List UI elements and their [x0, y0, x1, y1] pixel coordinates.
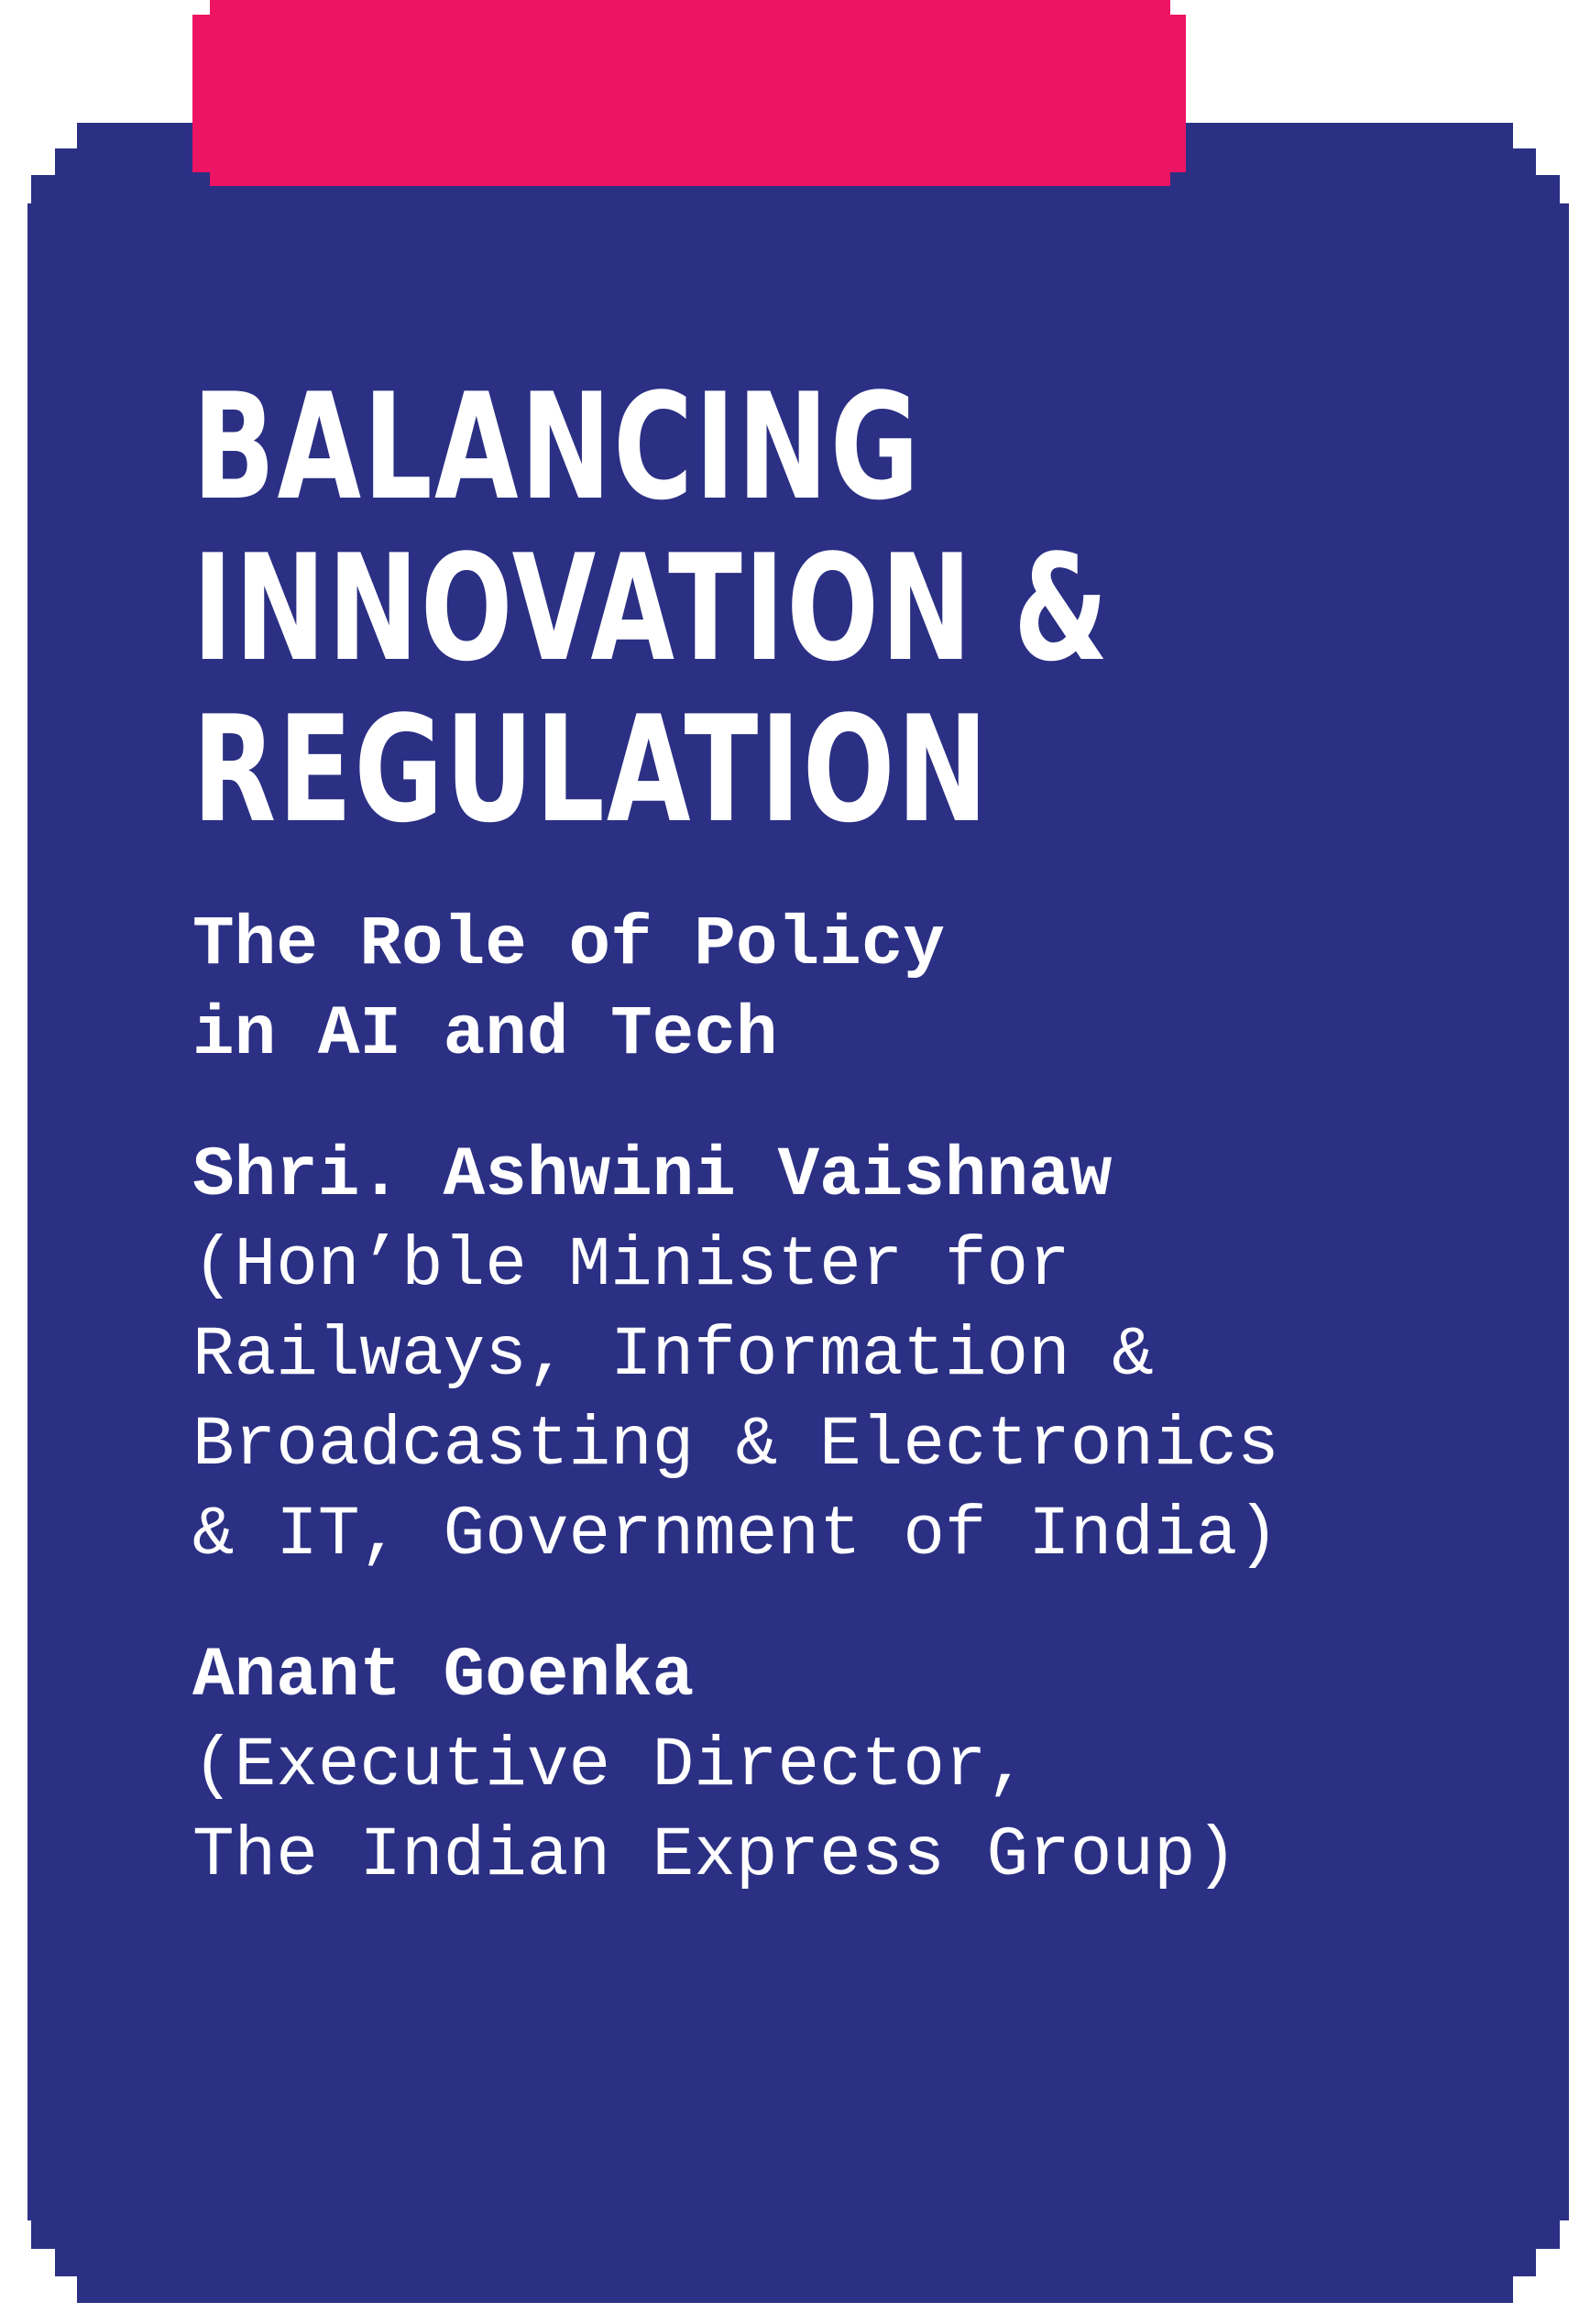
speaker-role-line: & IT, Government of India) — [192, 1496, 1279, 1574]
speaker-role-line: (Hon’ble Minister for — [192, 1226, 1070, 1305]
speaker-role-line: The Indian Express Group) — [192, 1816, 1238, 1895]
speaker-name: Shri. Ashwini Vaishnaw — [192, 1136, 1113, 1215]
subtitle-line: The Role of Policy — [192, 905, 945, 984]
speaker-role-line: Broadcasting & Electronics — [192, 1406, 1279, 1485]
title-line: INNOVATION & — [192, 522, 1111, 694]
card-content — [192, 361, 1457, 1901]
title-line: BALANCING — [192, 361, 922, 532]
title-line: REGULATION — [192, 684, 991, 855]
speaker-role-line: (Executive Director, — [192, 1727, 1029, 1805]
session-title — [192, 361, 1128, 855]
speaker-name: Anant Goenka — [192, 1637, 695, 1716]
session-subtitle — [192, 900, 1457, 1080]
speaker-role-line: Railways, Information & — [192, 1316, 1154, 1395]
speaker-block — [192, 1631, 1457, 1901]
speaker-block — [192, 1131, 1457, 1580]
subtitle-line: in AI and Tech — [192, 995, 778, 1074]
header-tab — [192, 0, 1186, 186]
